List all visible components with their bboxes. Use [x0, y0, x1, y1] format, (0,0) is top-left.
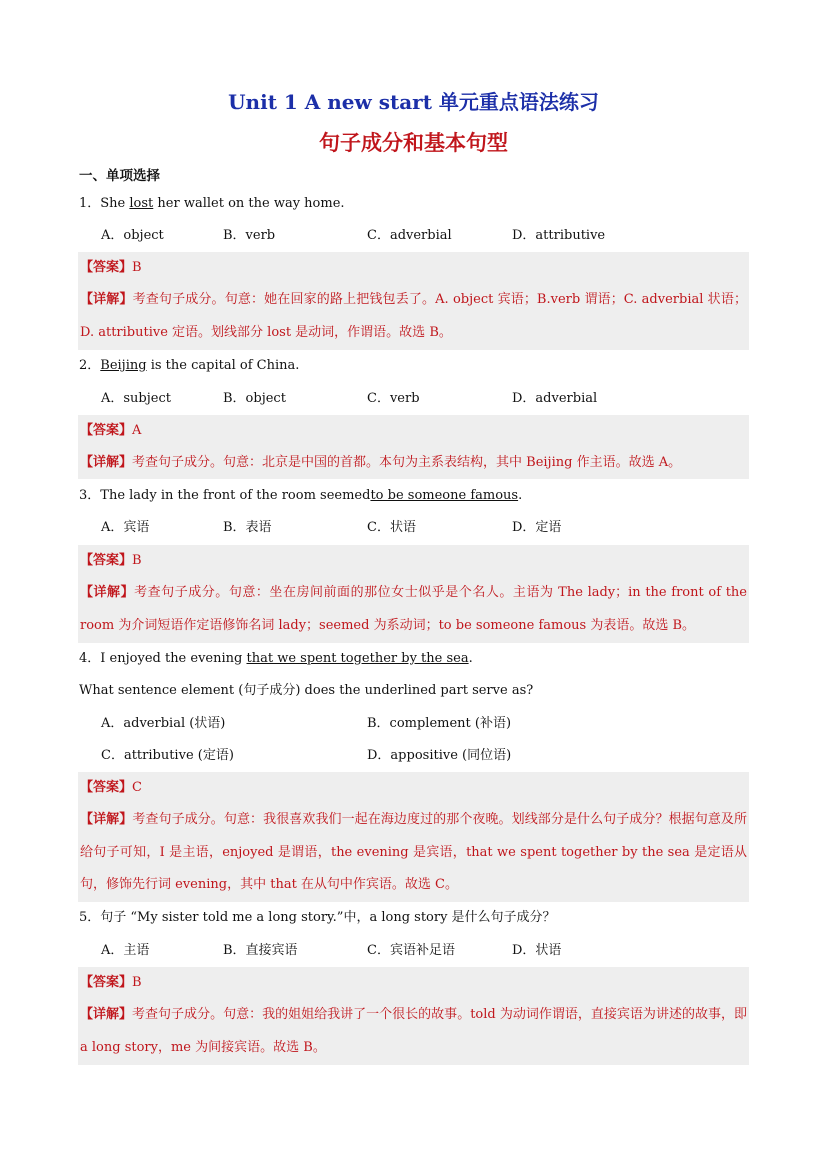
option-c: C．adverbial — [367, 228, 452, 243]
underlined-part: to be someone famous — [370, 488, 519, 503]
question-3: 3．The lady in the front of the room seemedto be someone famous. — [79, 488, 523, 503]
option-d: D．appositive (同位语) — [367, 748, 512, 763]
section-title: 一、单项选择 — [79, 168, 160, 184]
answer-block-2 — [78, 415, 749, 479]
option-c: C．宾语补足语 — [367, 943, 455, 958]
answer-block-3 — [78, 545, 749, 643]
question-1: 1．She lost her wallet on the way home. — [79, 196, 345, 211]
detail-text: 【详解】考查句子成分。句意：坐在房间前面的那位女士似乎是个名人。主语为 The lady；in the front of the room 为介词短语作定语修饰名词 lady；seemed 为系动词；to be someone famous 为表语。故选 B。 — [80, 585, 747, 633]
answer-line: 【答案】C — [80, 780, 142, 795]
page-title: Unit 1 A new start 单元重点语法练习 — [228, 90, 599, 114]
question-5: 5．句子 “My sister told me a long story.”中，a long story 是什么句子成分？ — [79, 910, 556, 925]
detail-text: 【详解】考查句子成分。句意：我的姐姐给我讲了一个很长的故事。told 为动词作谓语，直接宾语为讲述的故事，即 a long story，me 为间接宾语。故选 B。 — [80, 1007, 747, 1055]
answer-block-1 — [78, 252, 749, 350]
option-b: B．object — [223, 391, 286, 406]
option-a: A．宾语 — [101, 520, 150, 535]
answer-block-4 — [78, 772, 749, 902]
option-c: C．verb — [367, 391, 420, 406]
question-4: 4．I enjoyed the evening that we spent together by the sea. — [79, 651, 473, 666]
option-c: C．状语 — [367, 520, 416, 535]
question-4-prompt: What sentence element (句子成分) does the underlined part serve as? — [79, 683, 534, 698]
option-b: B．直接宾语 — [223, 943, 298, 958]
answer-block-5 — [78, 967, 749, 1065]
option-d: D．attributive — [512, 228, 606, 243]
option-c: C．attributive (定语) — [101, 748, 234, 763]
option-a: A．object — [101, 228, 164, 243]
option-d: D．状语 — [512, 943, 562, 958]
answer-line: 【答案】B — [80, 975, 142, 990]
answer-line: 【答案】B — [80, 260, 142, 275]
detail-text: 【详解】考查句子成分。句意：北京是中国的首都。本句为主系表结构，其中 Beijing 作主语。故选 A。 — [80, 455, 682, 470]
option-b: B．complement (补语) — [367, 716, 512, 731]
option-d: D．adverbial — [512, 391, 598, 406]
option-a: A．subject — [101, 391, 171, 406]
detail-text: 【详解】考查句子成分。句意：我很喜欢我们一起在海边度过的那个夜晚。划线部分是什么句子成分？根据句意及所给句子可知，I 是主语，enjoyed 是谓语，the evening 是宾语，that we spent together by the sea 是定语从句，修饰先行词 evening，其中 that 在从句中作宾语。故选 C。 — [80, 812, 747, 892]
option-b: B．表语 — [223, 520, 272, 535]
option-d: D．定语 — [512, 520, 562, 535]
question-2: 2．Beijing is the capital of China. — [79, 358, 300, 373]
page-subtitle: 句子成分和基本句型 — [319, 130, 508, 155]
underlined-part: lost — [129, 196, 154, 211]
answer-line: 【答案】A — [80, 423, 142, 438]
detail-text: 【详解】考查句子成分。句意：她在回家的路上把钱包丢了。A. object 宾语；B.verb 谓语；C. adverbial 状语；D. attributive 定语。划线部分 lost 是动词，作谓语。故选 B。 — [80, 292, 747, 340]
answer-line: 【答案】B — [80, 553, 142, 568]
underlined-part: Beijing — [100, 358, 147, 373]
option-a: A．主语 — [101, 943, 150, 958]
option-b: B．verb — [223, 228, 276, 243]
underlined-part: that we spent together by the sea — [246, 651, 469, 666]
option-a: A．adverbial (状语) — [101, 716, 226, 731]
